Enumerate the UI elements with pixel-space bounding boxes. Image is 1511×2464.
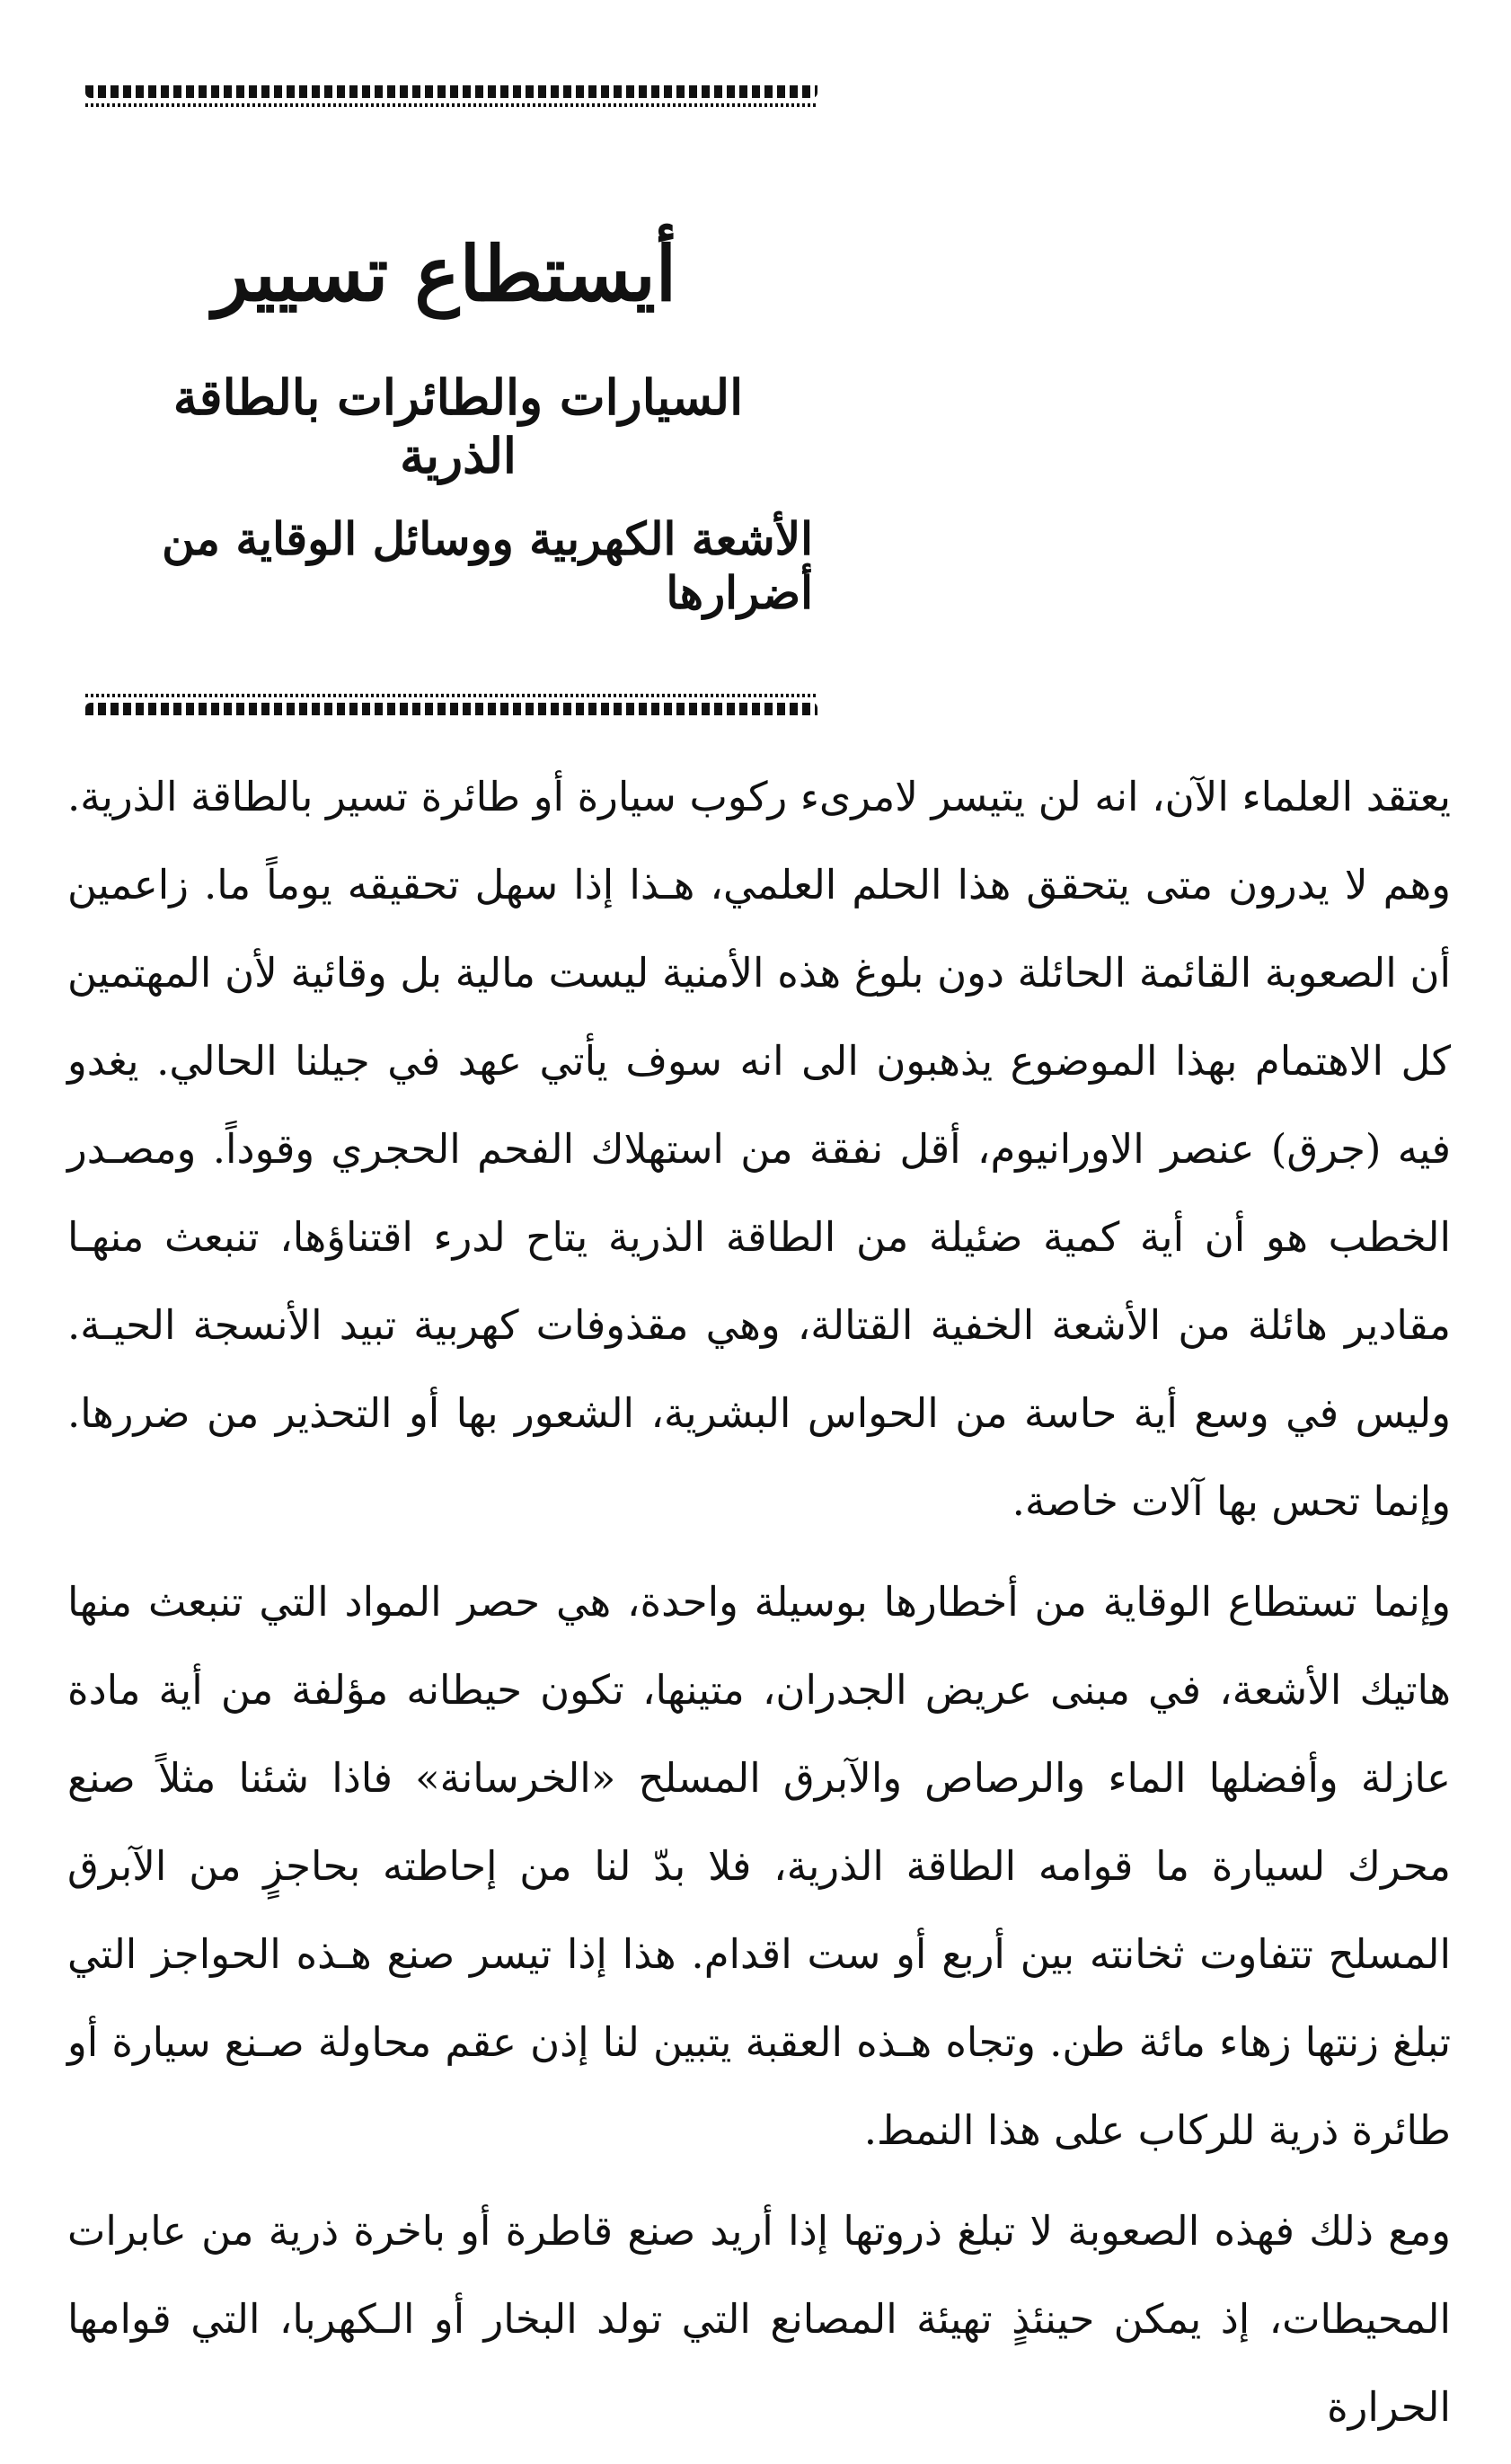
section-heading: الأشعة الكهربية ووسائل الوقاية من أضرارها — [162, 512, 813, 619]
ornament-band — [85, 703, 817, 715]
ornament-dots — [85, 103, 817, 107]
article-subtitle: السيارات والطائرات بالطاقة الذرية — [172, 368, 744, 484]
bottom-ornamental-divider — [85, 694, 817, 722]
body-paragraph-3: ومع ذلك فهذه الصعوبة لا تبلغ ذروتها إذا أريد صنع قاطرة أو باخرة ذرية من عابرات المحيطات، إذ يمكن حينئذٍ تهيئة المصانع التي تولد البخار أو الـكهربا، التي قوامها الحرارة — [67, 2207, 1451, 2431]
ornament-dots — [85, 694, 817, 697]
article-body — [67, 753, 1451, 2464]
article-title: أيستطاع تسيير — [212, 229, 677, 318]
body-paragraph-1: يعتقد العلماء الآن، انه لن يتيسر لامرىء ركوب سيارة أو طائرة تسير بالطاقة الذرية. وهم لا يدرون متى يتحقق هذا الحلم العلمي، هـذا إذا سهل تحقيقه يوماً ما. زاعمين أن الصعوبة القائمة الحائلة دون بلوغ هذه الأمنية ليست مالية بل وقائية لأن المهتمين كل الاهتمام بهذا الموضوع يذهبون الى انه سوف يأتي عهد في جيلنا الحالي. يغدو فيه (جرق) عنصر الاورانيوم، أقل نفقة من استهلاك الفحم الحجري وقوداً. ومصـدر الخطب هو أن أية كمية ضئيلة من الطاقة الذرية يتاح لدرء اقتناؤها، تنبعث منهـا مقادير هائلة من الأشعة الخفية القتالة، وهي مقذوفات كهربية تبيد الأنسجة الحيـة. وليس في وسع أية حاسة من الحواس البشرية، الشعور بها أو التحذير من ضررها. وإنما تحس بها آلات خاصة. — [67, 773, 1451, 1525]
ornament-band — [85, 85, 817, 98]
body-paragraph-2: وإنما تستطاع الوقاية من أخطارها بوسيلة واحدة، هي حصر المواد التي تنبعث منها هاتيك الأشعة، في مبنى عريض الجدران، متينها، تكون حيطانه مؤلفة من أية مادة عازلة وأفضلها الماء والرصاص والآبرق المسلح «الخرسانة» فاذا شئنا مثلاً صنع محرك لسيارة ما قوامه الطاقة الذرية، فلا بدّ لنا من إحاطته بحاجزٍ من الآبرق المسلح تتفاوت ثخانته بين أربع أو ست اقدام. هذا إذا تيسر صنع هـذه الحواجز التي تبلغ زنتها زهاء مائة طن. وتجاه هـذه العقبة يتبين لنا إذن عقم محاولة صـنع سيارة أو طائرة ذرية للركاب على هذا النمط. — [67, 1578, 1451, 2154]
top-ornamental-divider — [85, 85, 817, 114]
